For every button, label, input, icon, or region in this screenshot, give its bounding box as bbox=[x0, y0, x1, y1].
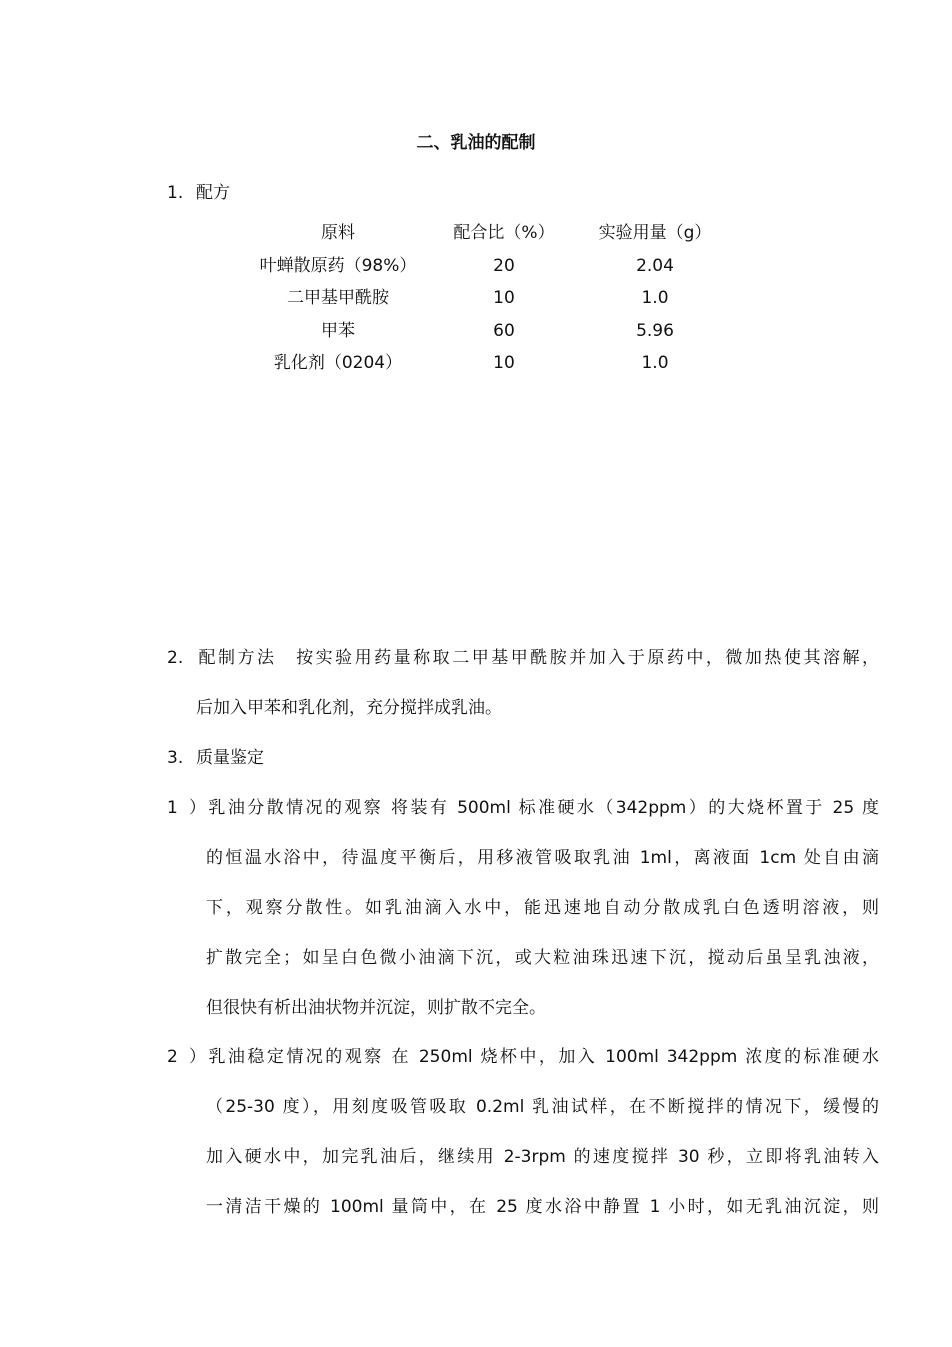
table-row bbox=[0, 319, 952, 343]
section-number: 1. bbox=[167, 183, 184, 203]
item-dispersion-observation bbox=[167, 796, 879, 1046]
item-stability-observation bbox=[167, 1045, 879, 1245]
paragraph-line bbox=[167, 1045, 879, 1095]
paragraph-line: 扩散完全；如呈白色微小油滴下沉，或大粒油珠迅速下沉，搅动后虽呈乳浊液， bbox=[206, 948, 879, 968]
line-text: 乳油分散情况的观察 将装有 500ml 标准硬水（342ppm）的大烧杯置于 25 度 bbox=[206, 798, 879, 818]
item-number: 2） bbox=[167, 1047, 206, 1067]
section-heading-formula bbox=[167, 181, 230, 205]
table-row bbox=[0, 351, 952, 375]
section-number: 3. bbox=[167, 748, 184, 768]
paragraph-line: 但很快有析出油状物并沉淀，则扩散不完全。 bbox=[206, 998, 546, 1018]
table-cell: 2.04 bbox=[636, 256, 674, 276]
table-cell: 1.0 bbox=[641, 288, 669, 308]
line-text: 乳油稳定情况的观察 在 250ml 烧杯中，加入 100ml 342ppm 浓度的标准硬水 bbox=[206, 1047, 879, 1067]
section-number: 2. bbox=[167, 648, 184, 668]
column-header: 原料 bbox=[321, 223, 355, 243]
paragraph-line bbox=[167, 646, 879, 696]
table-cell: 二甲基甲酰胺 bbox=[287, 288, 389, 308]
page-title: 二、乳油的配制 bbox=[416, 133, 536, 153]
table-row bbox=[0, 254, 952, 278]
section-preparation-method bbox=[167, 646, 879, 746]
paragraph-line: 下，观察分散性。如乳油滴入水中，能迅速地自动分散成乳白色透明溶液，则 bbox=[206, 898, 879, 918]
paragraph-line: 后加入甲苯和乳化剂，充分搅拌成乳油。 bbox=[196, 698, 502, 718]
table-cell: 10 bbox=[493, 353, 515, 373]
column-header: 实验用量（g） bbox=[598, 223, 712, 243]
column-header: 配合比（%） bbox=[453, 223, 555, 243]
table-cell: 1.0 bbox=[641, 353, 669, 373]
table-cell: 乳化剂（0204） bbox=[273, 353, 403, 373]
line-text: 配制方法 按实验用药量称取二甲基甲酰胺并加入于原药中，微加热使其溶解， bbox=[196, 648, 879, 668]
table-cell: 60 bbox=[493, 321, 515, 341]
table-cell: 叶蝉散原药（98%） bbox=[259, 256, 417, 276]
section-label: 质量鉴定 bbox=[196, 748, 264, 768]
paragraph-line: 一清洁干燥的 100ml 量筒中，在 25 度水浴中静置 1 小时，如无乳油沉淀，则 bbox=[206, 1197, 879, 1217]
table-cell: 5.96 bbox=[636, 321, 674, 341]
paragraph-line: 的恒温水浴中，待温度平衡后，用移液管吸取乳油 1ml，离液面 1cm 处自由滴 bbox=[206, 848, 879, 868]
table-header-row bbox=[0, 221, 952, 245]
table-row bbox=[0, 286, 952, 310]
paragraph-line: 加入硬水中，加完乳油后，继续用 2-3rpm 的速度搅拌 30 秒，立即将乳油转入 bbox=[206, 1147, 879, 1167]
paragraph-line: （25-30 度），用刻度吸管吸取 0.2ml 乳油试样，在不断搅拌的情况下，缓慢的 bbox=[206, 1097, 879, 1117]
section-heading-quality bbox=[167, 746, 264, 770]
table-cell: 10 bbox=[493, 288, 515, 308]
section-label: 配方 bbox=[196, 183, 230, 203]
paragraph-line bbox=[167, 796, 879, 846]
table-cell: 20 bbox=[493, 256, 515, 276]
item-number: 1） bbox=[167, 798, 206, 818]
table-cell: 甲苯 bbox=[321, 321, 355, 341]
